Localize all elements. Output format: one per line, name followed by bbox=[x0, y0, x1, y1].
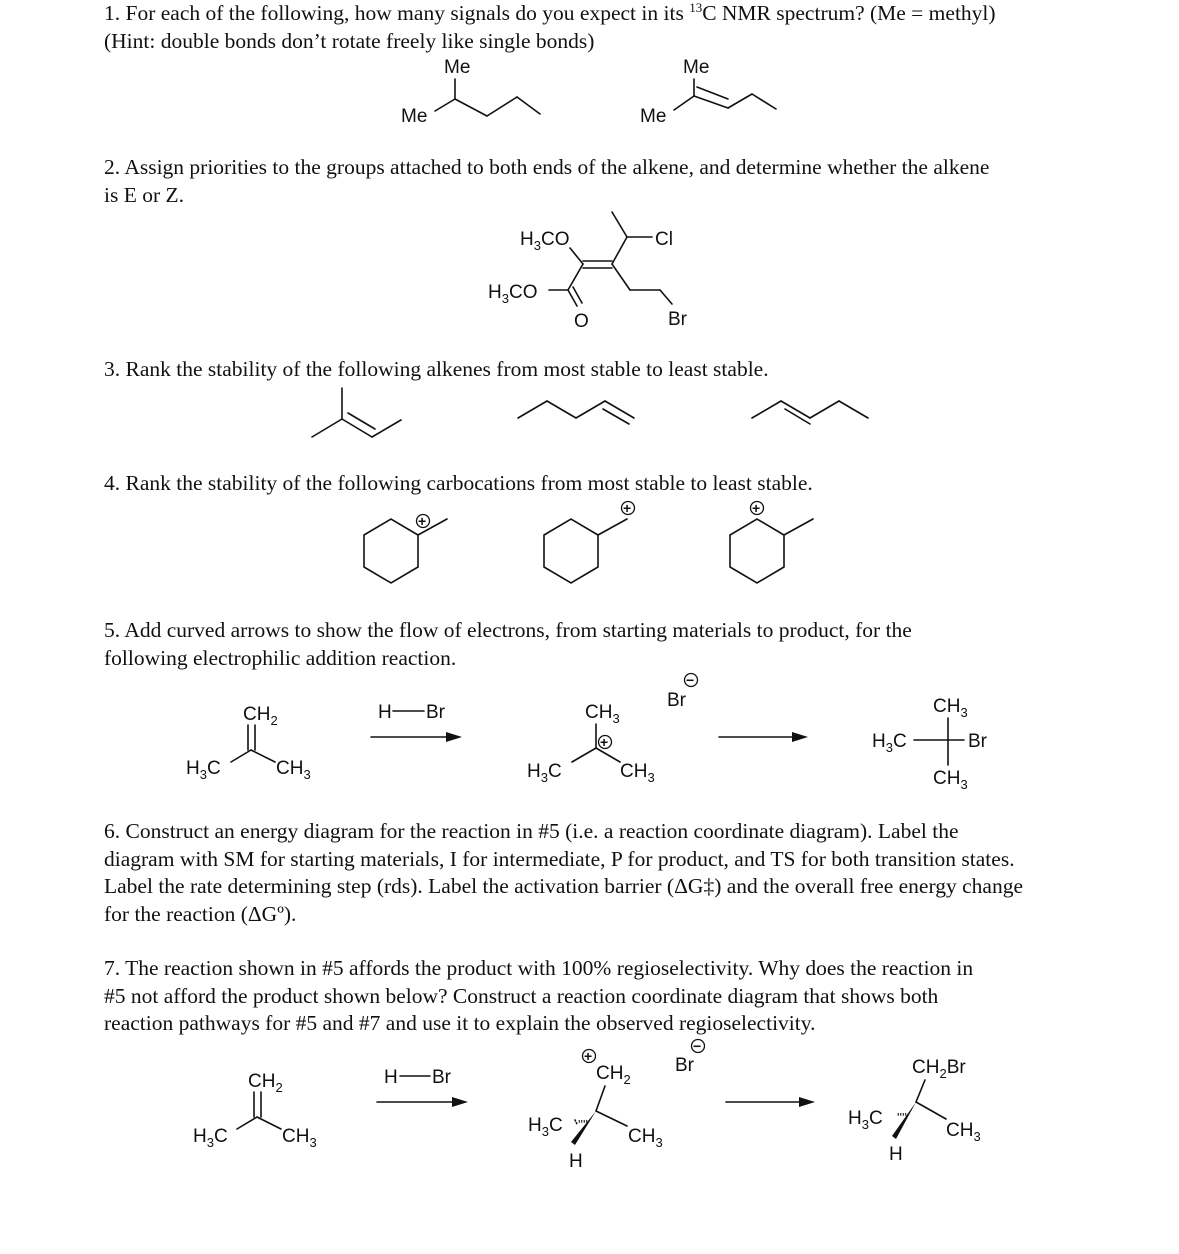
q5-hbr-h: H bbox=[378, 702, 392, 723]
q7-reaction bbox=[193, 1038, 981, 1172]
q3-alkene-c bbox=[752, 401, 868, 424]
q2-br: Br bbox=[668, 309, 687, 330]
question-3-text: 3. Rank the stability of the following alkenes from most stable to least stable. bbox=[104, 357, 769, 381]
q5-hbr-br: Br bbox=[426, 702, 445, 723]
q4-carbocation-b bbox=[544, 500, 635, 583]
q1b-me-left: Me bbox=[640, 106, 667, 127]
q7-int-ch2: $CH_2$ bbox=[596, 1063, 631, 1087]
question-1-text-post: C NMR spectrum? (Me = methyl) bbox=[702, 1, 996, 25]
q7-sm-h3c: $H_3C$ bbox=[193, 1126, 228, 1150]
q3-alkene-b bbox=[518, 401, 634, 424]
q5-int-ch3-right: $CH_3$ bbox=[620, 761, 655, 785]
q7-sm-ch2: $CH_2$ bbox=[248, 1071, 283, 1095]
q5-prod-br: Br bbox=[968, 731, 987, 752]
q5-reaction bbox=[186, 672, 988, 792]
isotope-superscript: 13 bbox=[689, 0, 703, 15]
q5-int-plus: + bbox=[600, 734, 609, 750]
q7-prod-hash-marks: '''' bbox=[897, 1110, 907, 1125]
q5-bromide: Br bbox=[667, 690, 686, 711]
q5-prod-ch3-top: $CH_3$ bbox=[933, 696, 968, 720]
q5-prod-ch3-bottom: $CH_3$ bbox=[933, 768, 968, 792]
q5-int-ch3-top: $CH_3$ bbox=[585, 702, 620, 726]
q5-prod-h3c: $H_3C$ bbox=[872, 731, 907, 755]
q7-prod-h3c: $H_3C$ bbox=[848, 1108, 883, 1132]
question-6-line-2: diagram with SM for starting materials, I for intermediate, P for product, and TS for both transition states. bbox=[104, 846, 1015, 871]
question-6-line-4: for the reaction (ΔGº). bbox=[104, 901, 297, 926]
q7-prod-ch3: $CH_3$ bbox=[946, 1120, 981, 1144]
q4-carbocation-a bbox=[364, 513, 447, 583]
q2-structure bbox=[488, 212, 688, 332]
question-2-line-2: is E or Z. bbox=[104, 182, 185, 207]
q5-bromide-minus: − bbox=[686, 672, 695, 688]
question-7-line-3: reaction pathways for #5 and #7 and use it to explain the observed regioselectivity. bbox=[104, 1011, 816, 1035]
question-4-text: 4. Rank the stability of the following carbocations from most stable to least stable. bbox=[104, 471, 813, 495]
q7-int-hash-marks: '''' bbox=[578, 1117, 588, 1132]
q1a-me-left: Me bbox=[401, 106, 428, 127]
q7-sm-ch3: $CH_3$ bbox=[282, 1126, 317, 1150]
q7-bromide-minus: − bbox=[693, 1038, 702, 1054]
q4b-plus: + bbox=[623, 500, 632, 516]
q7-prod-h: H bbox=[889, 1144, 903, 1165]
q1-structure-a bbox=[401, 57, 540, 127]
q7-hbr-h: H bbox=[384, 1067, 398, 1088]
q5-sm-ch3: $CH_3$ bbox=[276, 758, 311, 782]
q1-structure-b bbox=[640, 57, 776, 127]
q2-o-carbonyl: O bbox=[574, 311, 589, 332]
q3-alkene-a bbox=[312, 388, 401, 437]
q4-carbocation-c bbox=[730, 500, 813, 583]
q2-h3co-top: $H_3CO$ bbox=[520, 229, 570, 253]
q1b-me-top: Me bbox=[683, 57, 710, 78]
question-7-line-2: #5 not afford the product shown below? Construct a reaction coordinate diagram that shows both bbox=[104, 983, 939, 1008]
q4c-plus: + bbox=[752, 500, 761, 516]
q5-sm-ch2: $CH_2$ bbox=[243, 704, 278, 728]
q4a-plus: + bbox=[418, 513, 427, 529]
q7-int-h: H bbox=[569, 1151, 583, 1172]
q1a-me-top: Me bbox=[444, 57, 471, 78]
question-7-line-1: 7. The reaction shown in #5 affords the product with 100% regioselectivity. Why does the reaction in bbox=[104, 956, 974, 980]
q7-int-plus: + bbox=[584, 1048, 593, 1064]
q7-int-h3c: $H_3C$ bbox=[528, 1115, 563, 1139]
q2-cl: Cl bbox=[655, 229, 673, 250]
q2-h3co-bottom: $H_3CO$ bbox=[488, 282, 538, 306]
q7-hbr-br: Br bbox=[432, 1067, 451, 1088]
question-1-text-pre: 1. For each of the following, how many signals do you expect in its bbox=[104, 1, 690, 25]
question-5-line-1: 5. Add curved arrows to show the flow of electrons, from starting materials to product, for the bbox=[104, 618, 912, 642]
question-2-line-1: 2. Assign priorities to the groups attached to both ends of the alkene, and determine whether the alkene bbox=[104, 155, 990, 179]
q7-int-ch3: $CH_3$ bbox=[628, 1126, 663, 1150]
q5-int-h3c: $H_3C$ bbox=[527, 761, 562, 785]
question-1-hint: (Hint: double bonds don’t rotate freely like single bonds) bbox=[104, 28, 595, 53]
question-6-line-3: Label the rate determining step (rds). Label the activation barrier (ΔG‡) and the overall free energy change bbox=[104, 874, 1023, 898]
q7-bromide: Br bbox=[675, 1055, 694, 1076]
q7-prod-ch2br: $CH_2Br$ bbox=[912, 1057, 966, 1081]
question-6-line-1: 6. Construct an energy diagram for the reaction in #5 (i.e. a reaction coordinate diagram). Label the bbox=[104, 819, 959, 843]
q5-sm-h3c: $H_3C$ bbox=[186, 758, 221, 782]
question-5-line-2: following electrophilic addition reaction. bbox=[104, 645, 457, 670]
